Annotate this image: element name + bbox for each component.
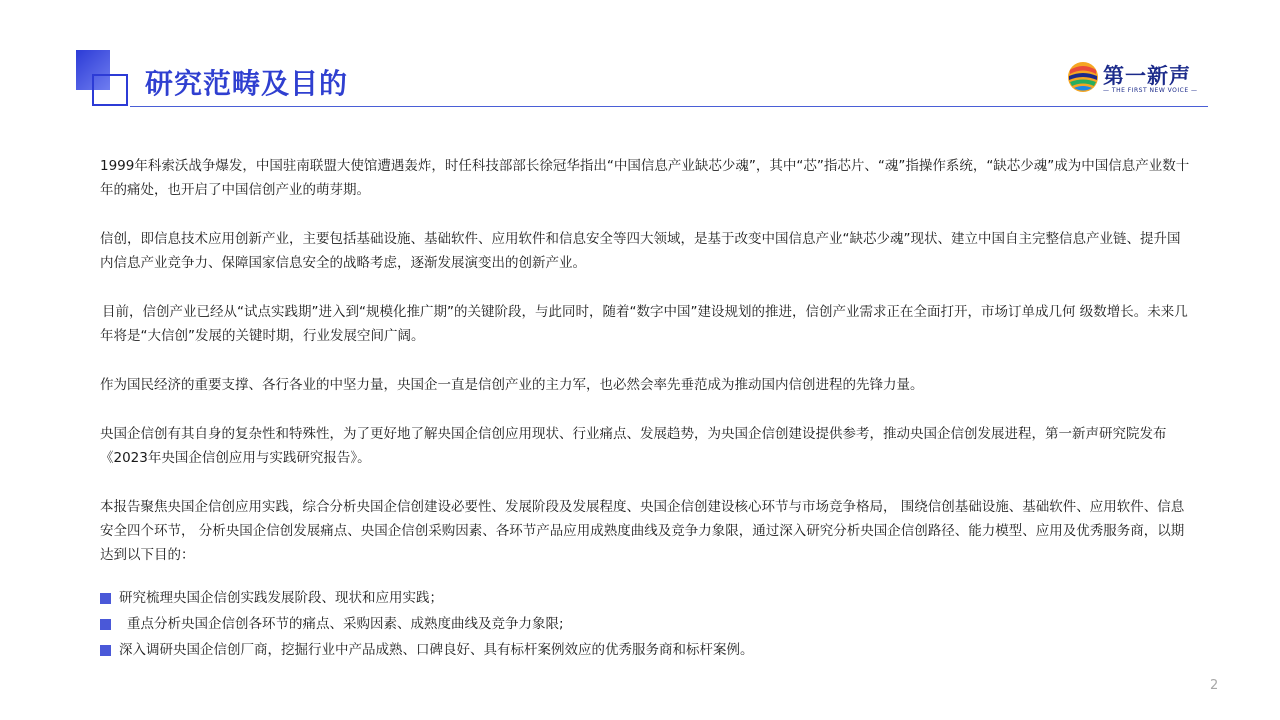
list-item-text: 重点分析央国企信创各环节的痛点、采购因素、成熟度曲线及竞争力象限; <box>127 616 564 632</box>
paragraph-history: 1999年科索沃战争爆发，中国驻南联盟大使馆遭遇轰炸，时任科技部部长徐冠华指出“中国信息产业缺芯少魂”，其中“芯”指芯片、“魂”指操作系统，“缺芯少魂”成为中国信息产业数十年的痛处，也开启了中国信创产业的萌芽期。 <box>100 158 1190 198</box>
bullet-square-icon <box>100 645 111 656</box>
list-item <box>100 611 1190 637</box>
paragraph-report-release: 央国企信创有其自身的复杂性和特殊性，为了更好地了解央国企信创应用现状、行业痛点、发展趋势，为央国企信创建设提供参考，推动央国企信创发展进程，第一新声研究院发布《2023年央国企信创应用与实践研究报告》。 <box>100 426 1167 466</box>
list-item-text: 深入调研央国企信创厂商，挖掘行业中产品成熟、口碑良好、具有标杆案例效应的优秀服务商和标杆案例。 <box>119 642 754 658</box>
bullet-square-icon <box>100 619 111 630</box>
page-title: 研究范畴及目的 <box>145 67 349 100</box>
brand-logo-icon <box>1066 60 1100 94</box>
title-decoration-frame <box>92 74 128 106</box>
list-item <box>100 585 1190 611</box>
page-number: 2 <box>1210 678 1219 693</box>
paragraph-current-stage: 目前，信创产业已经从“试点实践期”进入到“规模化推广期”的关键阶段，与此同时，随着“数字中国”建设规划的推进，信创产业需求正在全面打开，市场订单成几何 级数增长。未来几年将是“大信创”发展的关键时期，行业发展空间广阔。 <box>100 304 1188 344</box>
main-content <box>100 154 1190 663</box>
list-item <box>100 637 1190 663</box>
brand-name: 第一新声 <box>1103 64 1191 88</box>
title-underline <box>130 106 1208 107</box>
objectives-list <box>100 585 1190 663</box>
paragraph-definition: 信创，即信息技术应用创新产业，主要包括基础设施、基础软件、应用软件和信息安全等四大领域，是基于改变中国信息产业“缺芯少魂”现状、建立中国自主完整信息产业链、提升国内信息产业竞争力、保障国家信息安全的战略考虑，逐渐发展演变出的创新产业。 <box>100 231 1181 271</box>
list-item-text: 研究梳理央国企信创实践发展阶段、现状和应用实践； <box>119 590 443 606</box>
bullet-square-icon <box>100 593 111 604</box>
brand-tagline: — THE FIRST NEW VOICE — <box>1103 87 1198 94</box>
paragraph-soe-role: 作为国民经济的重要支撑、各行各业的中坚力量，央国企一直是信创产业的主力军，也必然会率先垂范成为推动国内信创进程的先锋力量。 <box>100 377 924 393</box>
brand-logo <box>1066 58 1208 102</box>
paragraph-report-scope: 本报告聚焦央国企信创应用实践，综合分析央国企信创建设必要性、发展阶段及发展程度、央国企信创建设核心环节与市场竞争格局， 围绕信创基础设施、基础软件、应用软件、信息安全四个环节， 分析央国企信创发展痛点、央国企信创采购因素、各环节产品应用成熟度曲线及竞争力象限，通过深入研究分析央国企信创路径、能力模型、应用及优秀服务商，以期达到以下目的： <box>100 499 1185 563</box>
